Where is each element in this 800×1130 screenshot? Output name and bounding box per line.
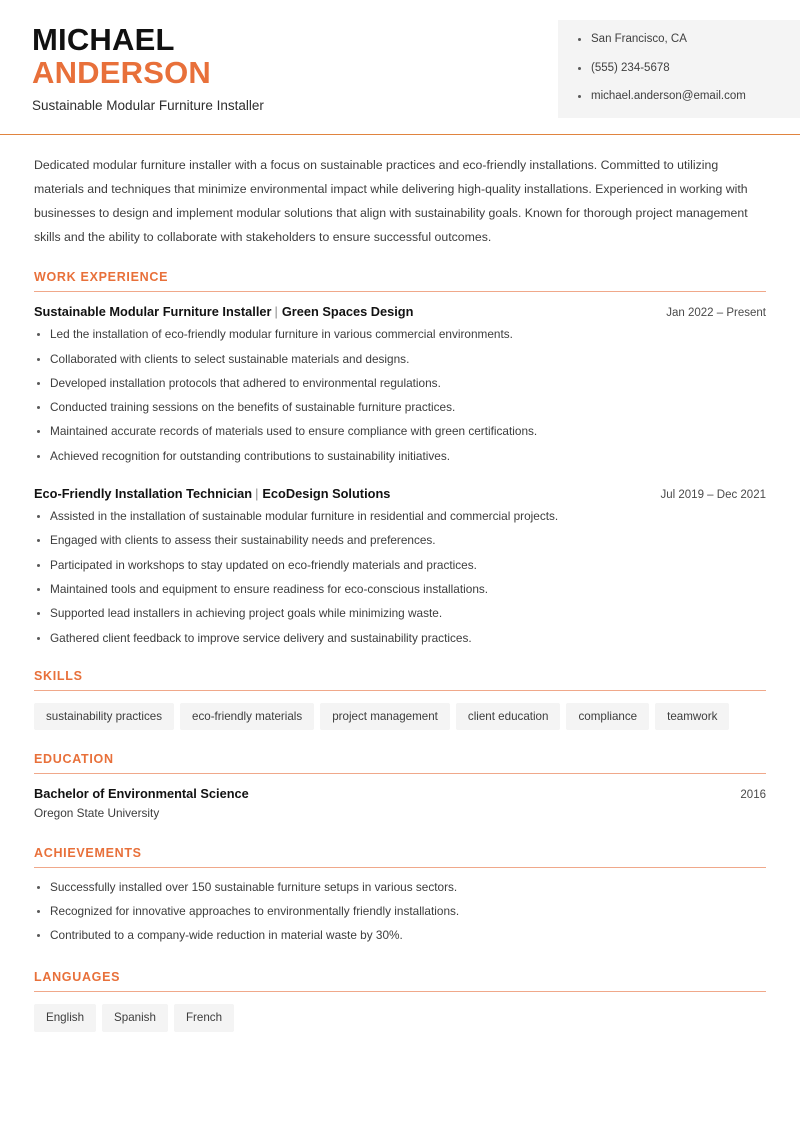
contact-item-email xyxy=(578,91,800,103)
languages-chip-list xyxy=(34,1004,766,1031)
list-item: Conducted training sessions on the benefits of sustainable furniture practices. xyxy=(34,400,766,416)
section-divider xyxy=(34,867,766,868)
list-item: Assisted in the installation of sustainable modular furniture in residential and commercial projects. xyxy=(34,509,766,525)
professional-summary: Dedicated modular furniture installer with a focus on sustainable practices and eco-friendly installations. Committed to utilizing materials and techniques that minimize environmental impact while delivering high-quality installations. Experienced in working with businesses to design and implement modular solutions that align with sustainability goals. Known for thorough project management skills and the ability to collaborate with stakeholders to ensure successful outcomes. xyxy=(34,158,748,244)
header-divider xyxy=(0,134,800,135)
experience-company: Green Spaces Design xyxy=(281,303,414,319)
section-achievements xyxy=(34,846,766,945)
section-title-work-experience: WORK EXPERIENCE xyxy=(34,269,169,284)
education-year: 2016 xyxy=(740,788,766,801)
experience-entry-header xyxy=(34,304,766,319)
contact-location-value: San Francisco, CA xyxy=(591,33,687,45)
list-item: Maintained accurate records of materials used to ensure compliance with green certifications. xyxy=(34,424,766,440)
experience-entry xyxy=(34,486,766,647)
list-item: Led the installation of eco-friendly modular furniture in various commercial environments. xyxy=(34,327,766,343)
title-separator: | xyxy=(255,485,259,501)
list-item: Maintained tools and equipment to ensure readiness for eco-conscious installations. xyxy=(34,582,766,598)
skill-chip: teamwork xyxy=(655,703,729,730)
last-name: ANDERSON xyxy=(32,54,212,90)
language-chip: Spanish xyxy=(102,1004,168,1031)
list-item: Contributed to a company-wide reduction in material waste by 30%. xyxy=(34,928,766,944)
resume-header xyxy=(0,0,800,130)
section-title-achievements: ACHIEVEMENTS xyxy=(34,845,142,860)
experience-bullet-list xyxy=(34,509,766,646)
experience-role: Sustainable Modular Furniture Installer xyxy=(34,303,272,319)
section-divider xyxy=(34,291,766,292)
section-skills xyxy=(34,669,766,730)
section-title-languages: LANGUAGES xyxy=(34,970,121,985)
contact-info-box xyxy=(558,20,800,118)
skill-chip: eco-friendly materials xyxy=(180,703,314,730)
experience-title-line xyxy=(34,304,413,319)
skills-chip-list xyxy=(34,703,766,730)
contact-item-phone xyxy=(578,63,800,75)
contact-phone-value: (555) 234-5678 xyxy=(591,61,670,74)
education-school: Oregon State University xyxy=(34,805,160,820)
headline-job-title: Sustainable Modular Furniture Installer xyxy=(32,98,264,114)
section-languages xyxy=(34,970,766,1031)
section-divider xyxy=(34,991,766,992)
education-entry xyxy=(34,786,766,820)
list-item: Recognized for innovative approaches to environmentally friendly installations. xyxy=(34,904,766,920)
list-item: Collaborated with clients to select sustainable materials and designs. xyxy=(34,352,766,368)
education-degree: Bachelor of Environmental Science xyxy=(34,785,249,801)
section-divider xyxy=(34,773,766,774)
name-block xyxy=(32,24,264,114)
education-entry-header xyxy=(34,786,766,801)
language-chip: French xyxy=(174,1004,234,1031)
section-title-skills: SKILLS xyxy=(34,668,83,683)
experience-company: EcoDesign Solutions xyxy=(262,485,391,501)
list-item: Successfully installed over 150 sustainable furniture setups in various sectors. xyxy=(34,880,766,896)
experience-entry xyxy=(34,304,766,465)
contact-list xyxy=(578,34,800,103)
skill-chip: client education xyxy=(456,703,561,730)
language-chip: English xyxy=(34,1004,96,1031)
resume-body xyxy=(0,154,800,1032)
contact-email-value: michael.anderson@email.com xyxy=(591,90,746,102)
list-item: Supported lead installers in achieving project goals while minimizing waste. xyxy=(34,606,766,622)
experience-entry-header xyxy=(34,486,766,501)
section-divider xyxy=(34,690,766,691)
list-item: Developed installation protocols that adhered to environmental regulations. xyxy=(34,376,766,392)
experience-date-range: Jul 2019 – Dec 2021 xyxy=(660,488,766,501)
list-item: Achieved recognition for outstanding contributions to sustainability initiatives. xyxy=(34,449,766,465)
section-education xyxy=(34,752,766,820)
experience-title-line xyxy=(34,486,390,501)
skill-chip: compliance xyxy=(566,703,649,730)
experience-date-range: Jan 2022 – Present xyxy=(666,306,766,319)
section-title-education: EDUCATION xyxy=(34,751,114,766)
first-name: MICHAEL xyxy=(32,22,175,57)
list-item: Participated in workshops to stay updated on eco-friendly materials and practices. xyxy=(34,558,766,574)
list-item: Gathered client feedback to improve service delivery and sustainability practices. xyxy=(34,631,766,647)
experience-bullet-list xyxy=(34,327,766,464)
skill-chip: sustainability practices xyxy=(34,703,174,730)
title-separator: | xyxy=(274,303,278,319)
section-work-experience xyxy=(34,270,766,647)
achievements-bullet-list xyxy=(34,880,766,945)
experience-role: Eco-Friendly Installation Technician xyxy=(34,485,253,501)
skill-chip: project management xyxy=(320,703,450,730)
contact-item-location xyxy=(578,34,800,46)
list-item: Engaged with clients to assess their sustainability needs and preferences. xyxy=(34,533,766,549)
